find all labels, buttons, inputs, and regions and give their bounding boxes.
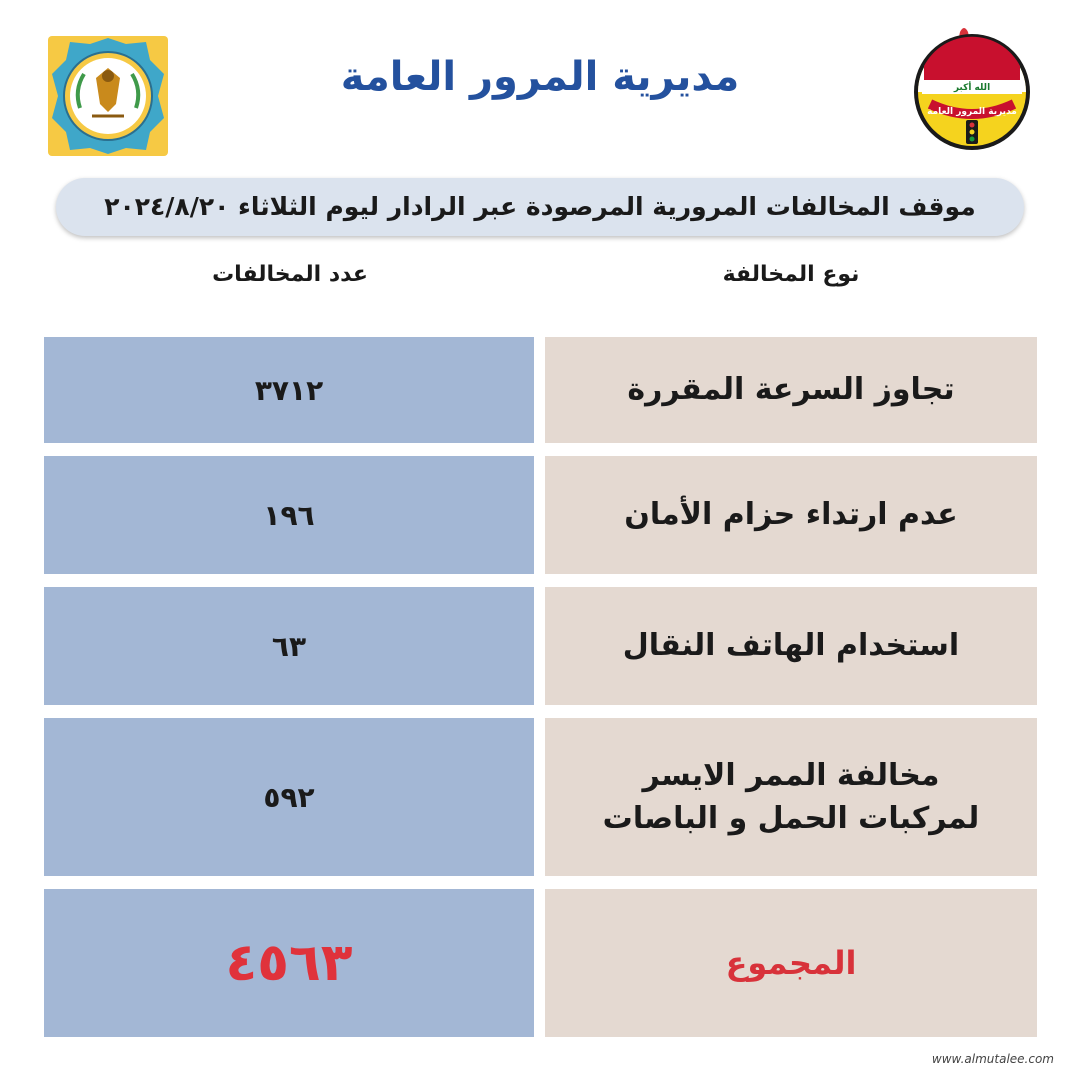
total-label: المجموع xyxy=(545,889,1037,1037)
logo-ring-text: مديرية المرور العامة xyxy=(927,107,1017,117)
column-header-type: نوع المخالفة xyxy=(722,262,860,287)
violation-type-cell: استخدام الهاتف النقال xyxy=(545,587,1037,705)
total-value: ٤٥٦٣ xyxy=(44,889,534,1037)
violation-count-cell: ٣٧١٢ xyxy=(44,337,534,443)
traffic-directorate-logo xyxy=(910,24,1034,152)
page-title: مديرية المرور العامة xyxy=(340,54,740,100)
violation-type-cell: مخالفة الممر الايسر لمركبات الحمل و الباصات xyxy=(545,718,1037,876)
violation-count-cell: ٥٩٢ xyxy=(44,718,534,876)
violation-count-cell: ١٩٦ xyxy=(44,456,534,574)
ministry-of-interior-logo xyxy=(46,34,170,158)
column-header-count: عدد المخالفات xyxy=(212,262,368,287)
report-subtitle: موقف المخالفات المرورية المرصودة عبر الرادار ليوم الثلاثاء ٢٠٢٤/٨/٢٠ xyxy=(56,178,1024,236)
logo-motto: الله أكبر xyxy=(953,83,991,93)
violation-count-cell: ٦٣ xyxy=(44,587,534,705)
violation-type-cell: عدم ارتداء حزام الأمان xyxy=(545,456,1037,574)
site-watermark: www.almutalee.com xyxy=(931,1052,1054,1066)
violation-type-cell: تجاوز السرعة المقررة xyxy=(545,337,1037,443)
